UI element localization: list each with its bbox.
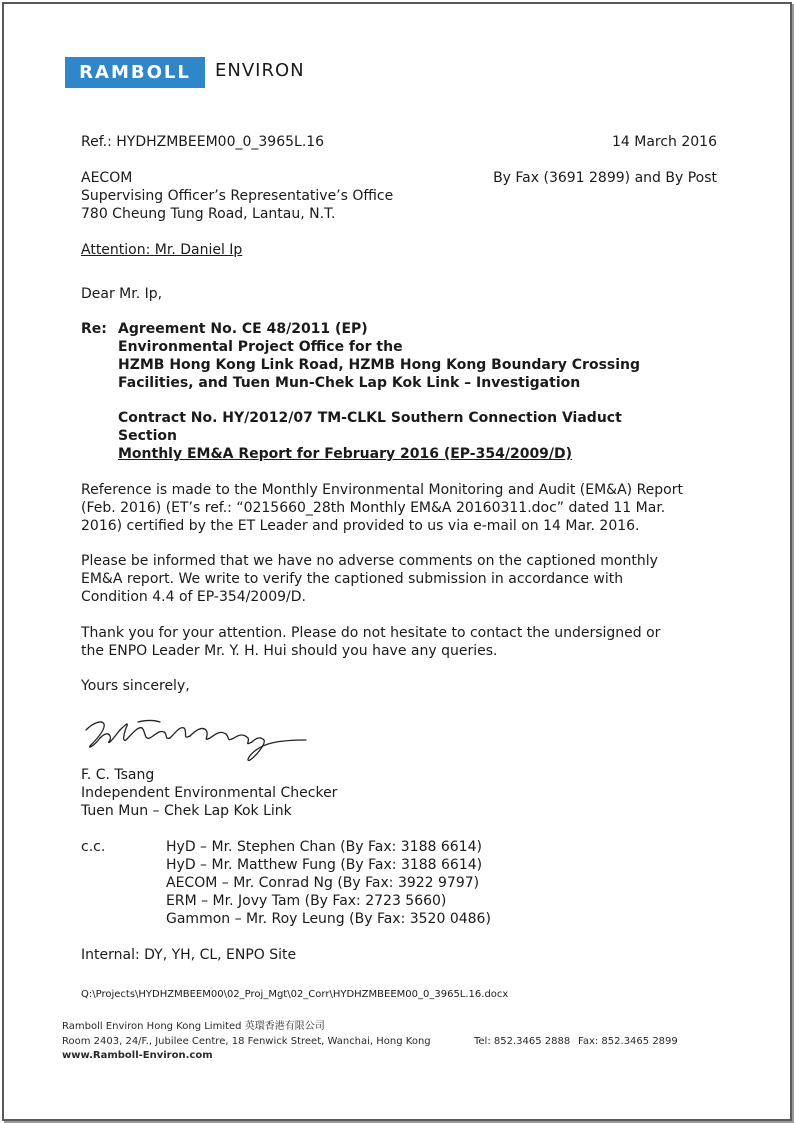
cc-label: c.c. [81, 839, 106, 855]
contract-line-2: Section [118, 428, 177, 444]
internal-distribution: Internal: DY, YH, CL, ENPO Site [81, 947, 297, 963]
subject-line-1: Agreement No. CE 48/2011 (EP) [118, 321, 368, 337]
delivery-method: By Fax (3691 2899) and By Post [493, 170, 717, 186]
subject-line-3: HZMB Hong Kong Link Road, HZMB Hong Kong Boundary Crossing [118, 357, 641, 373]
subject-line-4: Facilities, and Tuen Mun-Chek Lap Kok Link – Investigation [118, 375, 581, 391]
attention-line: Attention: Mr. Daniel Ip [81, 242, 243, 258]
subject-line-2: Environmental Project Office for the [118, 339, 403, 355]
closing: Yours sincerely, [81, 678, 190, 694]
signatory-name: F. C. Tsang [81, 767, 155, 783]
recipient-line-2: Supervising Officer’s Representative’s Office [81, 188, 394, 204]
recipient-line-3: 780 Cheung Tung Road, Lantau, N.T. [81, 206, 336, 222]
report-title: Monthly EM&A Report for February 2016 (EP-354/2009/D) [118, 446, 573, 462]
footer-company: Ramboll Environ Hong Kong Limited 英環香港有限公司 [62, 1021, 325, 1032]
paragraph-line: (Feb. 2016) (ET’s ref.: “0215660_28th Monthly EM&A 20160311.doc” dated 11 Mar. [81, 500, 666, 516]
signatory-project: Tuen Mun – Chek Lap Kok Link [81, 803, 292, 819]
contract-line-1: Contract No. HY/2012/07 TM-CLKL Southern Connection Viaduct [118, 410, 622, 426]
cc-item: ERM – Mr. Jovy Tam (By Fax: 2723 5660) [166, 893, 447, 909]
footer-address: Room 2403, 24/F., Jubilee Centre, 18 Fenwick Street, Wanchai, Hong Kong [62, 1036, 431, 1047]
footer-fax: Fax: 852.3465 2899 [578, 1036, 678, 1047]
cc-item: Gammon – Mr. Roy Leung (By Fax: 3520 0486) [166, 911, 491, 927]
cc-item: HyD – Mr. Stephen Chan (By Fax: 3188 6614) [166, 839, 482, 855]
recipient-line-1: AECOM [81, 170, 133, 186]
paragraph-thank-you [81, 624, 717, 660]
handwritten-signature [80, 712, 310, 764]
salutation: Dear Mr. Ip, [81, 286, 163, 302]
paragraph-no-comments [81, 552, 717, 606]
file-path: Q:\Projects\HYDHZMBEEM00\02_Proj_Mgt\02_Corr\HYDHZMBEEM00_0_3965L.16.docx [81, 989, 509, 1000]
footer-tel: Tel: 852.3465 2888 [474, 1036, 571, 1047]
paragraph-line: Condition 4.4 of EP-354/2009/D. [81, 589, 306, 605]
letter-date: 14 March 2016 [611, 134, 717, 150]
paragraph-line: Please be informed that we have no adverse comments on the captioned monthly [81, 553, 658, 569]
environ-logo-text: ENVIRON [215, 60, 305, 81]
reference-number: Ref.: HYDHZMBEEM00_0_3965L.16 [81, 134, 325, 150]
signatory-title: Independent Environmental Checker [81, 785, 338, 801]
paragraph-line: the ENPO Leader Mr. Y. H. Hui should you have any queries. [81, 643, 498, 659]
paragraph-line: Thank you for your attention. Please do not hesitate to contact the undersigned or [81, 625, 661, 641]
footer-website: www.Ramboll-Environ.com [62, 1050, 213, 1061]
ramboll-logo: RAMBOLL [65, 57, 205, 88]
paragraph-reference [81, 481, 717, 535]
paragraph-line: EM&A report. We write to verify the captioned submission in accordance with [81, 571, 624, 587]
cc-item: AECOM – Mr. Conrad Ng (By Fax: 3922 9797) [166, 875, 480, 891]
cc-item: HyD – Mr. Matthew Fung (By Fax: 3188 6614) [166, 857, 483, 873]
paragraph-line: Reference is made to the Monthly Environmental Monitoring and Audit (EM&A) Report [81, 482, 683, 498]
paragraph-line: 2016) certified by the ET Leader and provided to us via e-mail on 14 Mar. 2016. [81, 518, 640, 534]
re-label: Re: [81, 321, 107, 337]
